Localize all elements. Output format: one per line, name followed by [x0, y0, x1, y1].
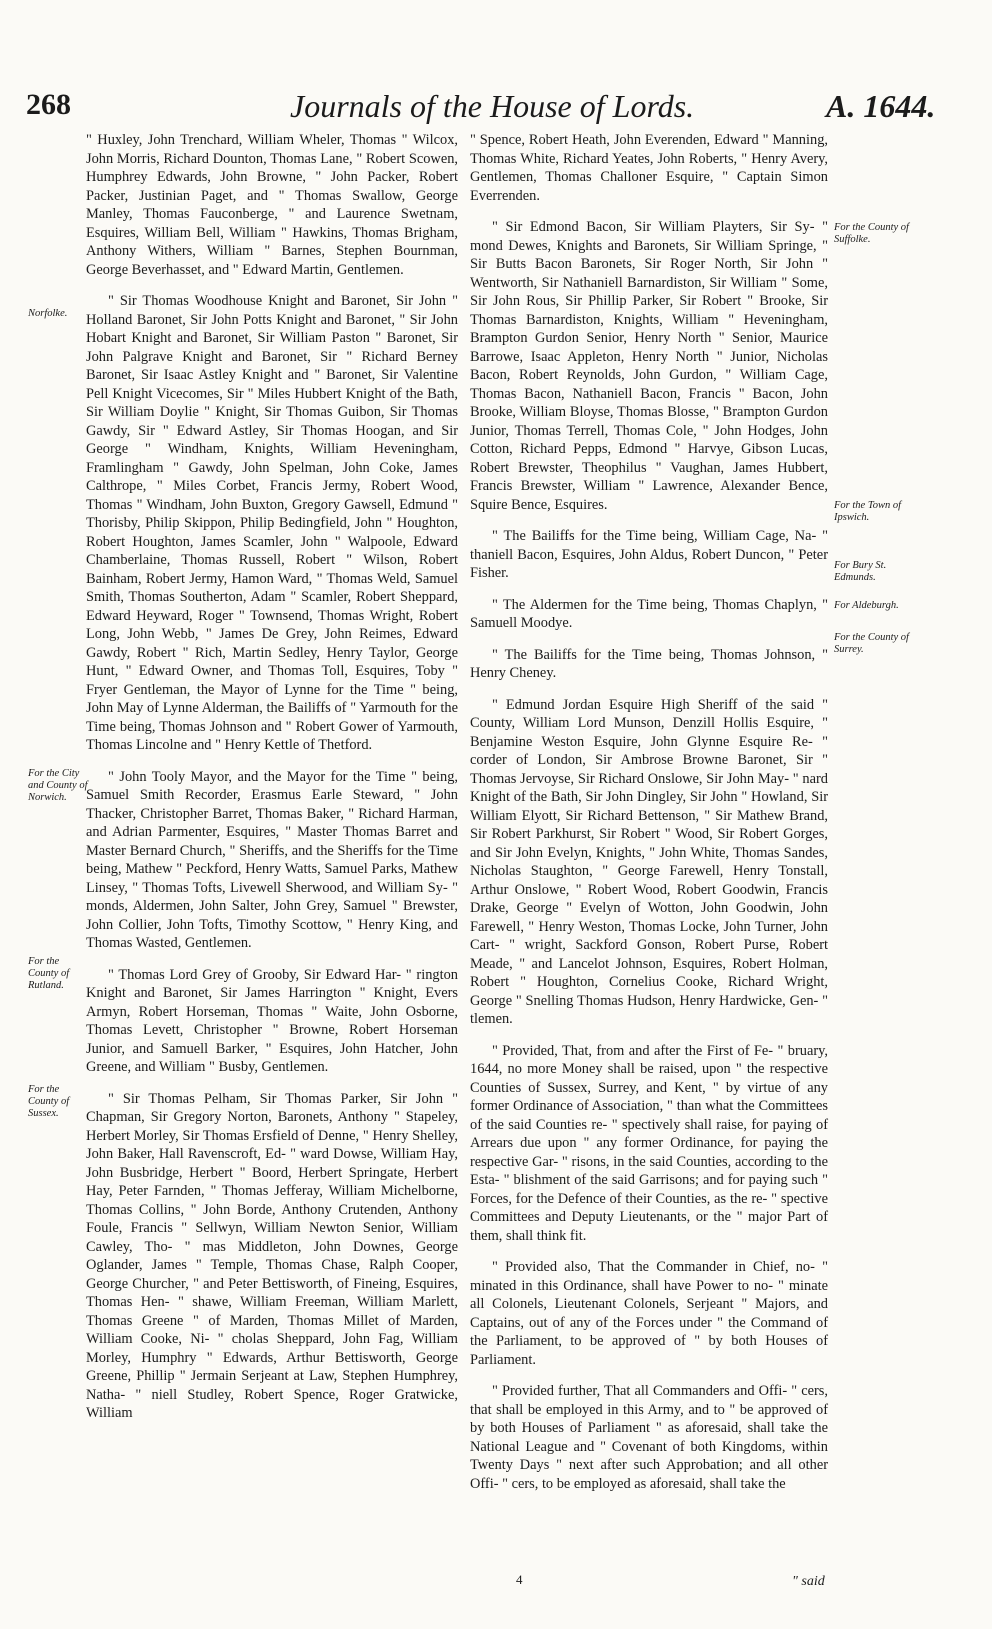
- paragraph-sussex: " Sir Thomas Pelham, Sir Thomas Parker, Sir John " Chapman, Sir Gregory Norton, Baronets, Anthony " Stapeley, Herbert Morley, Sir Thomas Ersfield of Denne, " Henry Shelley, John Baker, Hall Ravenscroft, Ed- " ward Dowse, William Hay, John Busbridge, Herbert " Boord, Herbert Springate, Herbert Hay, Peter Farnden, " Thomas Jefferay, William Michelborne, Thomas Collins, " John Borde, Anthony Crutenden, Anthony Foule, Francis " Sellwyn, William Newton Senior, William Cawley, Tho- " mas Middleton, John Downes, George Oglander, James " Temple, Thomas Chase, Ralph Cooper, George Churcher, " and Peter Bettisworth, of Fineing, Esquires, Thomas Hen- " shawe, William Freeman, William Marlett, Thomas Greene " of Marden, Thomas Millet of Marden, William Cooke, Ni- " cholas Sheppard, John Fag, William Morley, Humphry " Edwards, Arthur Bettisworth, George Greene, Phillip " Jermain Serjeant at Law, Stephen Humphrey, Natha- " niell Studley, Robert Spence, Roger Gratwicke, William: [86, 1090, 462, 1421]
- margin-note-suffolk: For the County of Suffolke.: [834, 222, 909, 245]
- margin-note-bury: For Bury St. Edmunds.: [834, 560, 887, 583]
- paragraph-rutland: " Thomas Lord Grey of Grooby, Sir Edward Har- " rington Knight and Baronet, Sir James Harrington " Knight, Evers Armyn, Robert Horseman, Thomas " Waite, John Osborne, Thomas Levett, Christopher " Browne, Robert Horseman Junior, and Samuell Barker, " Esquires, John Hatcher, John Greene, and William " Busby, Gentlemen.: [86, 966, 462, 1075]
- paragraph-norfolk: " Sir Thomas Woodhouse Knight and Baronet, Sir John " Holland Baronet, Sir John Potts Knight and Baronet, " Sir John Hobart Knight and Baronet, Sir William Paston " Baronet, Sir John Palgrave Knight and Baronet, Sir " Richard Berney Baronet, Sir Isaac Astley Knight and " Baronet, Sir Valentine Pell Knight Vicecomes, Sir " Miles Hubbert Knight of the Bath, Sir William Doylie " Knight, Sir Thomas Guibon, Sir Thomas Gawdy, Sir " Edward Astley, Sir Thomas Hoogan, and Sir George " Windham, Knights, William Heveningham, Framlingham " Gawdy, John Spelman, John Coke, James Calthrope, " Miles Corbet, Francis Jermy, Robert Wood, Thomas " Windham, John Buxton, Gregory Gawsell, Edmund " Thorisby, Philip Skippon, Philip Bedingfield, John " Houghton, Robert Houghton, James Scamler, John " Walpoole, Edward Chamberlaine, Thomas Russell, Robert " Wilson, Robert Bainham, Robert Jermy, Hamon Ward, " Thomas Weld, Samuel Smith, Thomas Southerton, Adam " Scamler, Robert Sheppard, Edward Heyward, Roger " Townsend, Thomas Wright, Robert Long, John Webb, " James De Grey, John Reimes, Edward Gawdy, Robert " Rich, Martin Sedley, Henry Taylor, George Hunt, " Edward Owner, and Thomas Toll, Esquires, Toby " Fryer Gentleman, the Mayor of Lynne for the Time " being, John May of Lynne Alderman, the Bailiffs of " Yarmouth for the Time being, Thomas Johnson and " Robert Gower of Yarmouth, Thomas Lincolne and " Henry Kettle of Thetford.: [86, 293, 462, 753]
- running-year: A. 1644.: [826, 88, 936, 124]
- paragraph-sussex-continued: " Spence, Robert Heath, John Everenden, Edward " Manning, Thomas White, Richard Yeates, John Roberts, " Henry Avery, Gentlemen, Thomas Challoner Esquire, " Captain Simon Everrenden.: [470, 132, 832, 204]
- margin-note-norwich: For the City and County of Norwich.: [28, 768, 88, 803]
- margin-note-rutland: For the County of Rutland.: [28, 956, 70, 991]
- page-header: [0, 88, 992, 128]
- paragraph-proviso-commander: " Provided also, That the Commander in Chief, no- " minated in this Ordinance, shall have Power to no- " minate all Colonels, Lieutenant Colonels, Serjeant " Majors, and Captains, out of any of the Forces under " the Command of the Parliament, to be approved of " by both Houses of Parliament.: [470, 1259, 832, 1368]
- page-number: 268: [26, 88, 71, 121]
- margin-note-norfolk: Norfolke.: [28, 308, 68, 319]
- catchword: " said: [792, 1574, 825, 1589]
- paragraph-ipswich: " The Bailiffs for the Time being, William Cage, Na- " thaniell Bacon, Esquires, John Aldus, Robert Duncon, " Peter Fisher.: [470, 528, 832, 581]
- paragraph-bury: " The Aldermen for the Time being, Thomas Chaplyn, " Samuell Moodye.: [470, 596, 832, 631]
- paragraph-aldeburgh: " The Bailiffs for the Time being, Thomas Johnson, " Henry Cheney.: [470, 646, 832, 681]
- paragraph-norwich: " John Tooly Mayor, and the Mayor for the Time " being, Samuel Smith Recorder, Erasmus Earle Steward, " John Thacker, Christopher Barret, Thomas Baker, " Richard Harman, and Adrian Parmenter, Esquires, " Master Thomas Barret and Master Bernard Church, " Sheriffs, and the Sheriffs for the Time being, Mathew " Peckford, Henry Watts, Samuel Parks, Mathew Linsey, " Thomas Tofts, Livewell Sherwood, and William Sy- " monds, Aldermen, John Salter, John Grey, Samuel " Brewster, John Collier, John Tofts, Timothy Scottow, " Henry King, and Thomas Wasted, Gentlemen.: [86, 768, 462, 951]
- paragraph-proviso-money: " Provided, That, from and after the First of Fe- " bruary, 1644, no more Money shall be raised, upon " the respective Counties of Sussex, Surrey, and Kent, " by virtue of any former Ordinance of Association, " than what the Committees of the said Counties re- " spectively shall raise, for paying of Arrears due upon " any former Ordinance, for paying the respective Gar- " risons, in the said Counties, according to the Esta- " blishment of the said Garrisons; and for paying such " Forces, for the Defence of their Counties, as the re- " spective Committees and Deputy Lieutenants, or the " major Part of them, shall think fit.: [470, 1042, 832, 1244]
- paragraph-continuation: " Huxley, John Trenchard, William Wheler, Thomas " Wilcox, John Morris, Richard Dounton, Thomas Lane, " Robert Scowen, Humphrey Edwards, John Browne, " John Packer, Robert Packer, Justinian Paget, and " Thomas Swallow, George Manley, Thomas Fauconberge, " and Laurence Swetnam, Esquires, William Bell, William " Hawkins, Thomas Brigham, Anthony Withers, William " Barnes, Stephen Bournman, George Beverhasset, and " Edward Martin, Gentlemen.: [86, 132, 462, 278]
- margin-note-aldeburgh: For Aldeburgh.: [834, 600, 899, 611]
- right-column: [470, 131, 832, 1506]
- margin-note-surrey: For the County of Surrey.: [834, 632, 909, 655]
- signature-mark: 4: [516, 1572, 523, 1587]
- paragraph-proviso-covenant: " Provided further, That all Commanders and Offi- " cers, that shall be employed in this Army, and to " be approved of by both Houses of Parliament " as aforesaid, shall take the National League and " Covenant of both Kingdoms, within Twenty Days " next after such Approbation; and all other Offi- " cers, to be employed as aforesaid, shall take the: [470, 1383, 832, 1492]
- paragraph-surrey: " Edmund Jordan Esquire High Sheriff of the said " County, William Lord Munson, Denzill Hollis Esquire, " Benjamine Weston Esquire, John Glynne Esquire Re- " corder of London, Sir Ambrose Browne Baronet, Sir " Thomas Jervoyse, Sir Richard Onslowe, Sir John May- " nard Knight of the Bath, Sir John Dingley, Sir John " Howland, Sir William Elyott, Sir Richard Bettenson, " Sir Mathew Brand, Sir Robert Parkhurst, Sir Robert " Wood, Sir Robert Gorges, and Sir John Evelyn, Knights, " John White, Thomas Sandes, Nicholas Staughton, " George Farewell, Henry Tonstall, Arthur Onslowe, " Robert Wood, Robert Goodwin, Francis Drake, George " Evelyn of Wotton, John Goodwin, John Farewell, " Henry Weston, Thomas Locke, John Turner, John Cart- " wright, Sackford Gonson, Robert Purse, Robert Meade, " and Lancelot Johnson, Esquires, Robert Holman, Robert " Houghton, Cornelius Cooke, Richard Wright, George " Snelling Thomas Hudson, Henry Hardwicke, Gen- " tlemen.: [470, 696, 832, 1027]
- margin-note-sussex: For the County of Sussex.: [28, 1084, 70, 1119]
- margin-note-ipswich: For the Town of Ipswich.: [834, 500, 901, 523]
- paragraph-suffolk: " Sir Edmond Bacon, Sir William Playters, Sir Sy- " mond Dewes, Knights and Baronets, Sir William Springe, " Sir Butts Bacon Baronets, Sir Roger North, Sir John " Wentworth, Sir Nathaniell Barnardiston, Sir William " Some, Sir John Rous, Sir Phillip Parker, Sir Robert " Brooke, Sir Thomas Barnardiston, Knights, William " Heveningham, Brampton Gurdon Senior, Henry North " Senior, Maurice Barrowe, Isaac Appleton, Henry North " Junior, Nicholas Bacon, Robert Reynolds, John Gurdon, " William Cage, Thomas Bacon, Nathaniell Bacon, Francis " Bacon, John Brooke, William Bloyse, Thomas Blosse, " Brampton Gurdon Junior, Thomas Terrell, Thomas Cole, " John Hodges, John Cotton, Richard Pepps, Edmond " Harvye, Gibson Lucas, Robert Brewster, Theophilus " Vaughan, James Hubbert, Francis Brewster, William " Lawrence, Alexander Bence, Squire Bence, Esquires.: [470, 219, 832, 513]
- running-title: Journals of the House of Lords.: [290, 88, 695, 124]
- left-column: [86, 131, 462, 1436]
